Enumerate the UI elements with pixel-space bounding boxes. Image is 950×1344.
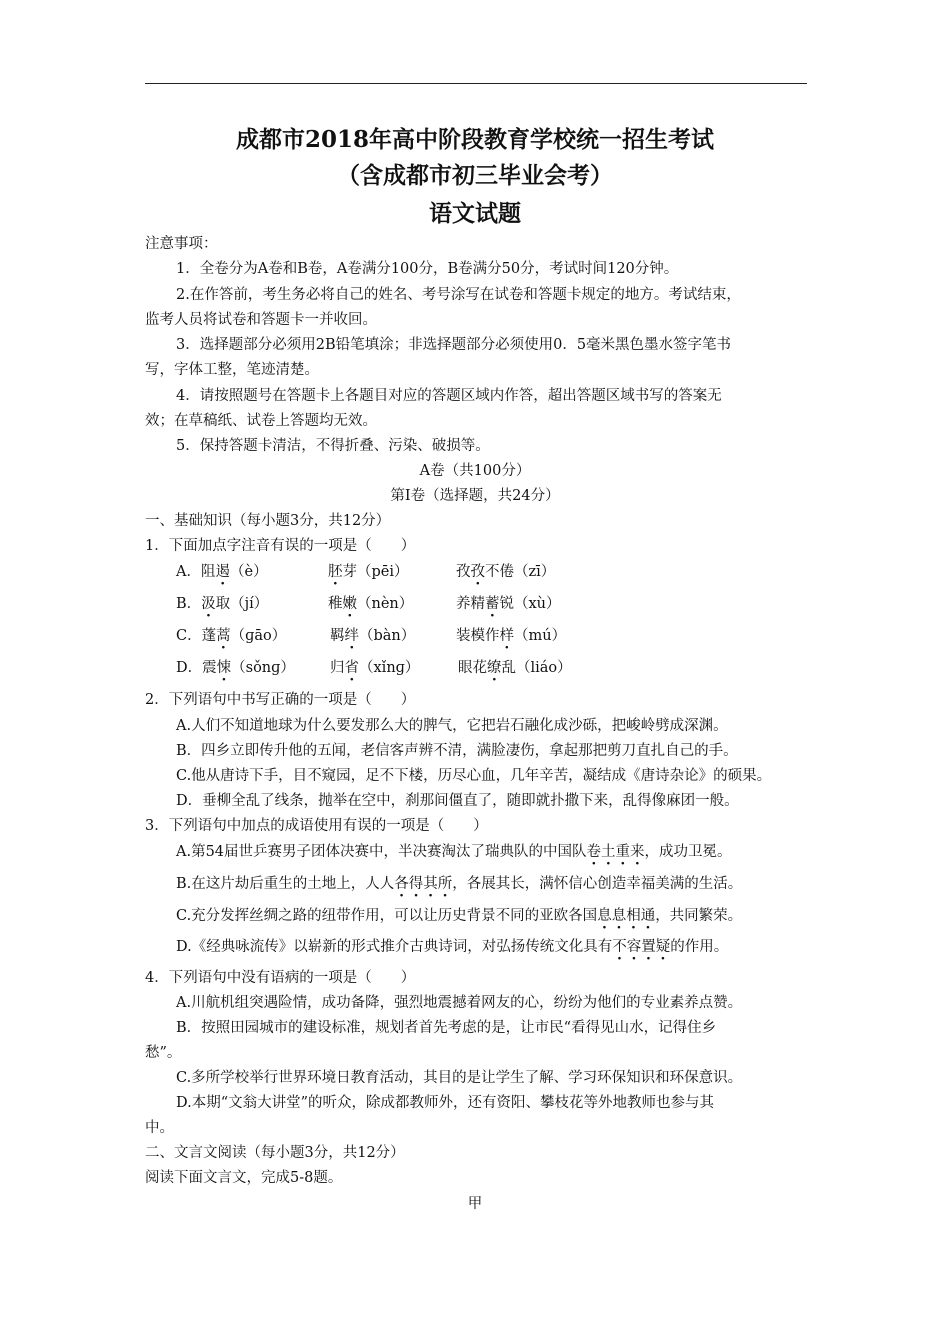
q3-dotted-idiom-b [394, 876, 452, 892]
q1-option-b-3: 养精蓄锐（xù） [456, 596, 561, 612]
emphasis-char: 各 [394, 876, 409, 892]
emphasis-char: 相 [626, 908, 641, 924]
q1-option-b-1: B．汲取（jí） [176, 596, 269, 612]
q3-dotted-idiom-c [597, 908, 655, 924]
q4-option-b: B．按照田园城市的建设标准，规划者首先考虑的是，让市民“看得见山水，记得住乡 [176, 1020, 717, 1036]
q4-option-a: A.川航机组突遇险情，成功备降，强烈地震撼着网友的心，纷纷为他们的专业素养点赞。 [176, 995, 743, 1011]
section-2-intro: 阅读下面文言文，完成5-8题。 [145, 1170, 343, 1186]
notice-item-5: 5．保持答题卡清洁，不得折叠、污染、破损等。 [176, 438, 490, 454]
emphasis-char: 得 [408, 876, 424, 892]
notice-item-4-cont: 效；在草稿纸、试卷上答题均无效。 [145, 413, 377, 429]
emphasis-char: 息 [597, 908, 612, 924]
emphasis-char: 通 [640, 908, 656, 924]
q3-option-a: A.第54届世乒赛男子团体决赛中，半决赛淘汰了瑞典队的中国队卷土重来，成功卫冕。 [176, 844, 732, 860]
notice-item-3: 3．选择题部分必须用2B铅笔填涂；非选择题部分必须使用0．5毫米黑色墨水签字笔书 [176, 337, 732, 353]
q1-option-d-1: D．震悚（sǒnɡ） [176, 660, 295, 676]
q3-option-d: D.《经典咏流传》以崭新的形式推介古典诗词，对弘扬传统文化具有不容置疑的作用。 [176, 939, 729, 955]
q3-option-b: B.在这片劫后重生的土地上，人人各得其所，各展其长，满怀信心创造幸福美满的生活。 [176, 876, 743, 892]
emphasis-char: 息 [611, 908, 627, 924]
q4-stem: 4．下列语句中没有语病的一项是（ ） [145, 970, 416, 986]
section-1-heading: 一、基础知识（每小题3分，共12分） [145, 513, 391, 529]
notice-heading: 注意事项： [145, 236, 218, 252]
q2-option-b: B．四乡立即传升他的五闻，老信客声辨不清，满脸凄伤，拿起那把剪刀直扎自己的手。 [176, 743, 738, 759]
q1-option-c-3: 装模作样（mú） [456, 628, 567, 644]
notice-item-1: 1．全卷分为A卷和B卷，A卷满分100分，B卷满分50分，考试时间120分钟。 [176, 261, 679, 277]
q4-option-d-cont: 中。 [145, 1120, 174, 1136]
header-rule [145, 83, 807, 84]
q3-dotted-idiom-a [587, 844, 645, 860]
notice-item-2-cont: 监考人员将试卷和答题卡一并收回。 [145, 312, 377, 328]
emphasis-char: 重 [615, 844, 631, 860]
part-1-title: 第Ⅰ卷（选择题，共24分） [390, 488, 560, 504]
q1-option-a-3: 孜孜不倦（zī） [456, 564, 556, 580]
q1-option-b-2: 稚嫩（nèn） [328, 596, 414, 612]
notice-item-2: 2.在作答前，考生务必将自己的姓名、考号涂写在试卷和答题卡规定的地方。考试结束， [176, 287, 741, 303]
q3-option-c: C.充分发挥丝绸之路的纽带作用，可以让历史背景不同的亚欧各国息息相通，共同繁荣。 [176, 908, 743, 924]
q1-option-c-1: C．蓬蒿（ɡāo） [176, 628, 287, 644]
emphasis-char: 卷 [586, 844, 602, 860]
q1-option-a-2: 胚芽（pēi） [328, 564, 409, 580]
section-a-title: A卷（共100分） [419, 463, 531, 479]
q2-option-c: C.他从唐诗下手，目不窥园，足不下楼，历尽心血，几年辛苦，凝结成《唐诗杂论》的硕果。 [176, 768, 772, 784]
q2-stem: 2．下列语句中书写正确的一项是（ ） [145, 692, 416, 708]
exam-title: 成都市2018年高中阶段教育学校统一招生考试 [235, 126, 714, 153]
emphasis-char: 来 [630, 844, 645, 860]
emphasis-char: 疑 [655, 939, 671, 955]
q3-stem: 3．下列语句中加点的成语使用有误的一项是（ ） [145, 818, 488, 834]
notice-item-3-cont: 写，字体工整，笔迹清楚。 [145, 362, 319, 378]
q4-option-b-cont: 愁”。 [145, 1045, 182, 1061]
q1-stem: 1．下面加点字注音有误的一项是（ ） [145, 538, 416, 554]
emphasis-char: 不 [612, 939, 627, 955]
q2-option-d: D．垂柳全乱了线条，抛举在空中，刹那间僵直了，随即就扑撒下来，乱得像麻团一般。 [176, 793, 739, 809]
q1-option-d-2: 归省（xǐnɡ） [330, 660, 420, 676]
notice-item-4: 4．请按照题号在答题卡上各题目对应的答题区域内作答，超出答题区域书写的答案无 [176, 388, 722, 404]
emphasis-char: 置 [641, 939, 656, 955]
q1-option-d-3: 眼花缭乱（liáo） [458, 660, 572, 676]
emphasis-char: 其 [423, 876, 438, 892]
subject-title: 语文试题 [429, 200, 521, 227]
q2-option-a: A.人们不知道地球为什么要发那么大的脾气，它把岩石融化成沙砾，把峻岭劈成深渊。 [176, 718, 728, 734]
q1-option-c-2: 羁绊（bàn） [330, 628, 416, 644]
passage-jia-label: 甲 [467, 1196, 483, 1212]
q4-option-c: C.多所学校举行世界环境日教育活动，其目的是让学生了解、学习环保知识和环保意识。 [176, 1070, 743, 1086]
exam-subtitle: （含成都市初三毕业会考） [337, 162, 613, 189]
q3-dotted-idiom-d [612, 939, 670, 955]
section-2-heading: 二、文言文阅读（每小题3分，共12分） [145, 1145, 405, 1161]
emphasis-char: 土 [601, 844, 616, 860]
q4-option-d: D.本期“文翁大讲堂”的听众，除成都教师外，还有资阳、攀枝花等外地教师也参与其 [176, 1095, 715, 1111]
emphasis-char: 容 [626, 939, 642, 955]
emphasis-char: 所 [437, 876, 453, 892]
q1-option-a-1: A．阻遏（è） [176, 564, 268, 580]
